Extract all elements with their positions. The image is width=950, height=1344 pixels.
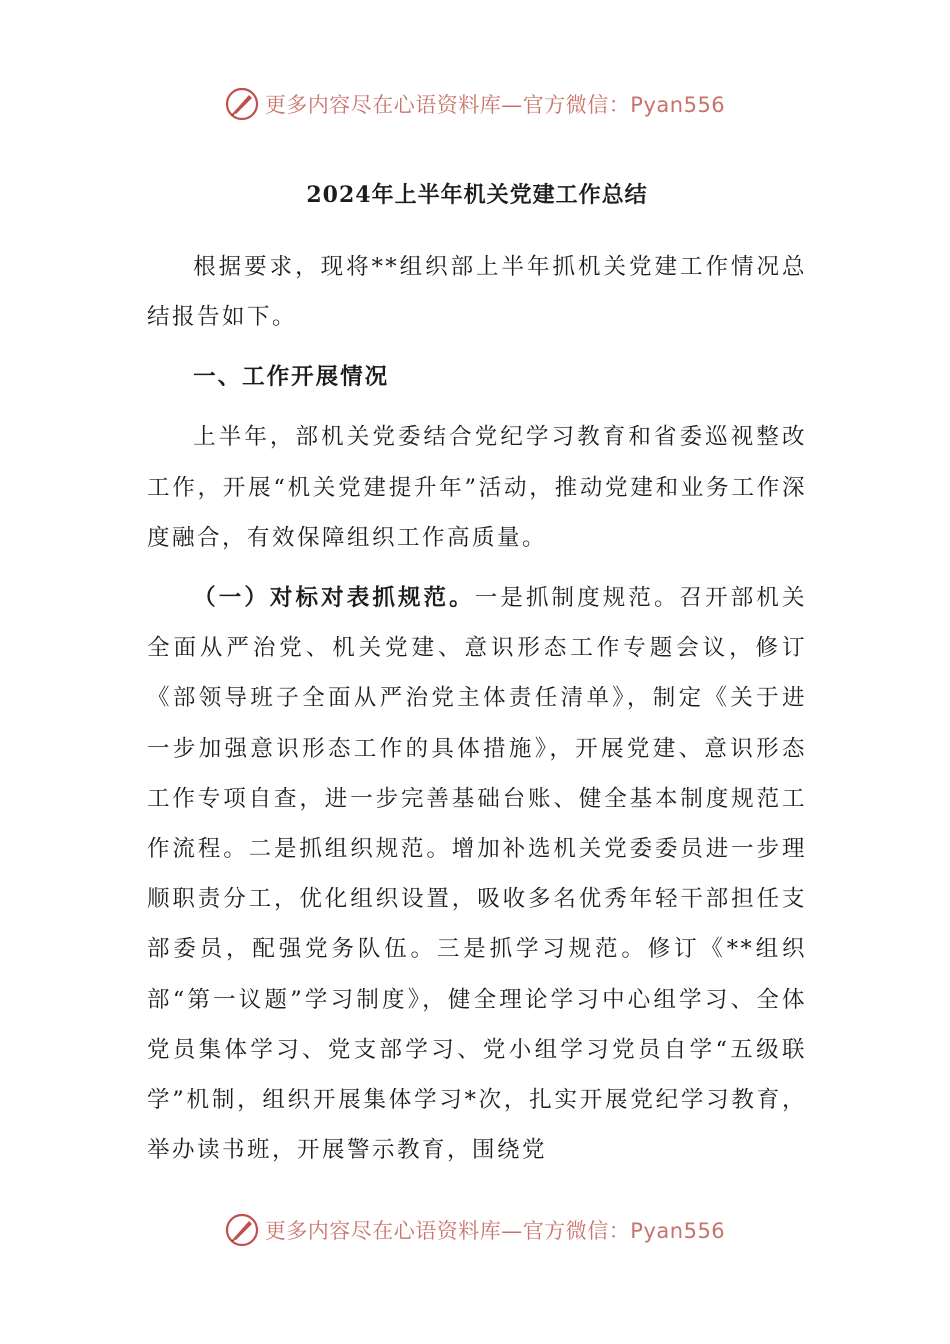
document-title: 2024年上半年机关党建工作总结 [306,182,648,208]
section-paragraph: 上半年，部机关党委结合党纪学习教育和省委巡视整改工作，开展“机关党建提升年”活动，推动党建和业务工作深度融合，有效保障组织工作高质量。 [147,424,807,551]
intro-paragraph: 根据要求，现将**组织部上半年抓机关党建工作情况总结报告如下。 [147,254,807,331]
quill-logo-icon [225,87,259,121]
quill-logo-icon [225,1213,259,1247]
subsection-paragraph [147,573,807,1175]
header-watermark-text: 更多内容尽在心语资料库—官方微信：Pyan556 [264,93,726,117]
section-heading: 一、工作开展情况 [193,364,390,391]
footer-watermark-text: 更多内容尽在心语资料库—官方微信：Pyan556 [264,1219,726,1243]
header-watermark-banner [0,84,950,124]
document-body [147,170,807,1185]
subsection-body: 一是抓制度规范。召开部机关全面从严治党、机关党建、意识形态工作专题会议，修订《部领导班子全面从严治党主体责任清单》，制定《关于进一步加强意识形态工作的具体措施》，开展党建、意识形态工作专项自查，进一步完善基础台账、健全基本制度规范工作流程。二是抓组织规范。增加补选机关党委委员进一步理顺职责分工，优化组织设置，吸收多名优秀年轻干部担任支部委员，配强党务队伍。三是抓学习规范。修订《**组织部“第一议题”学习制度》，健全理论学习中心组学习、全体党员集体学习、党支部学习、党小组学习党员自学“五级联学”机制，组织开展集体学习*次，扎实开展党纪学习教育，举办读书班，开展警示教育，围绕党 [147,585,807,1164]
footer-watermark-banner [0,1210,950,1250]
subsection-heading: （一）对标对表抓规范。 [193,585,475,612]
